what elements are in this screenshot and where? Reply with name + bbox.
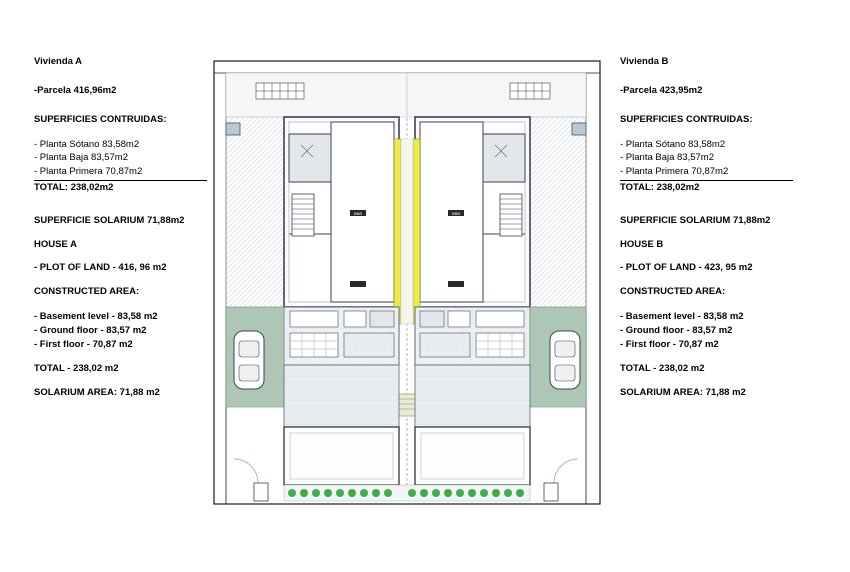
house-b-total-en: TOTAL - 238,02 m2 (620, 363, 705, 375)
house-b-info-panel (620, 56, 810, 399)
house-a-plot-es: -Parcela 416,96m2 (34, 84, 117, 96)
house-b-room-label: BBB (451, 211, 461, 216)
lower-room-right (415, 427, 530, 485)
house-b-title-en: HOUSE B (620, 238, 664, 250)
house-a-ground-es: - Planta Baja 83,57m2 (34, 152, 129, 164)
house-a-ground-en: - Ground floor - 83,57 m2 (34, 324, 147, 336)
house-b-total-es: TOTAL: 238,02m2 (620, 181, 700, 193)
house-a-title: Vivienda A (34, 56, 83, 67)
house-a-plot-en: - PLOT OF LAND - 416, 96 m2 (34, 262, 167, 274)
house-b-plot-en: - PLOT OF LAND - 423, 95 m2 (620, 262, 753, 274)
house-a-built-heading-es: SUPERFICIES CONTRUIDAS: (34, 113, 167, 125)
house-b-solarium-es: SUPERFICIE SOLARIUM 71,88m2 (620, 214, 771, 226)
house-b-first-en: - First floor - 70,87 m2 (620, 338, 719, 350)
house-a-room-tag-2 (350, 281, 366, 287)
house-a-building (284, 117, 399, 307)
house-b-ground-es: - Planta Baja 83,57m2 (620, 152, 715, 164)
house-b-staircase (500, 194, 522, 236)
roof-panel-array-right (510, 83, 550, 99)
driveway-left (226, 307, 284, 407)
entry-door-left (254, 483, 268, 501)
swimming-pool-a (394, 139, 401, 324)
house-a-solarium-en: SOLARIUM AREA: 71,88 m2 (34, 387, 160, 399)
house-b-basement-es: - Planta Sótano 83,58m2 (620, 138, 726, 150)
house-a-first-en: - First floor - 70,87 m2 (34, 338, 133, 350)
house-b-constructed-heading-en: CONSTRUCTED AREA: (620, 286, 726, 298)
house-b-room-tag-2 (448, 281, 464, 287)
roof-panel-array-left (256, 83, 304, 99)
house-a-total-es: TOTAL: 238,02m2 (34, 181, 114, 193)
house-a-title-en: HOUSE A (34, 238, 77, 250)
floor-plan-drawing (212, 59, 602, 506)
house-a-basement-es: - Planta Sótano 83,58m2 (34, 138, 140, 150)
house-b-building (415, 117, 530, 307)
house-a-total-en: TOTAL - 238,02 m2 (34, 363, 119, 375)
house-a-staircase (292, 194, 314, 236)
house-b-plot-es: -Parcela 423,95m2 (620, 84, 703, 96)
house-b-solarium-en: SOLARIUM AREA: 71,88 m2 (620, 387, 746, 399)
house-a-first-es: - Planta Primera 70,87m2 (34, 165, 207, 181)
terrace-right (415, 307, 530, 365)
house-b-ground-en: - Ground floor - 83,57 m2 (620, 324, 733, 336)
house-b-built-heading-es: SUPERFICIES CONTRUIDAS: (620, 113, 753, 125)
driveway-right (530, 307, 586, 407)
house-a-info-panel (34, 56, 224, 399)
entry-door-right (544, 483, 558, 501)
house-a-solarium-es: SUPERFICIE SOLARIUM 71,88m2 (34, 214, 185, 226)
garden-planting-strip (284, 485, 530, 501)
house-b-title: Vivienda B (620, 56, 669, 67)
terrace-left (284, 307, 399, 365)
pool-divider (401, 139, 413, 324)
house-a-basement-en: - Basement level - 83,58 m2 (34, 311, 158, 323)
house-b-basement-en: - Basement level - 83,58 m2 (620, 311, 744, 323)
house-a-room-label: BBB (353, 211, 363, 216)
swimming-pool-b (413, 139, 420, 324)
lower-room-left (284, 427, 399, 485)
house-b-first-es: - Planta Primera 70,87m2 (620, 165, 793, 181)
house-a-constructed-heading-en: CONSTRUCTED AREA: (34, 286, 140, 298)
